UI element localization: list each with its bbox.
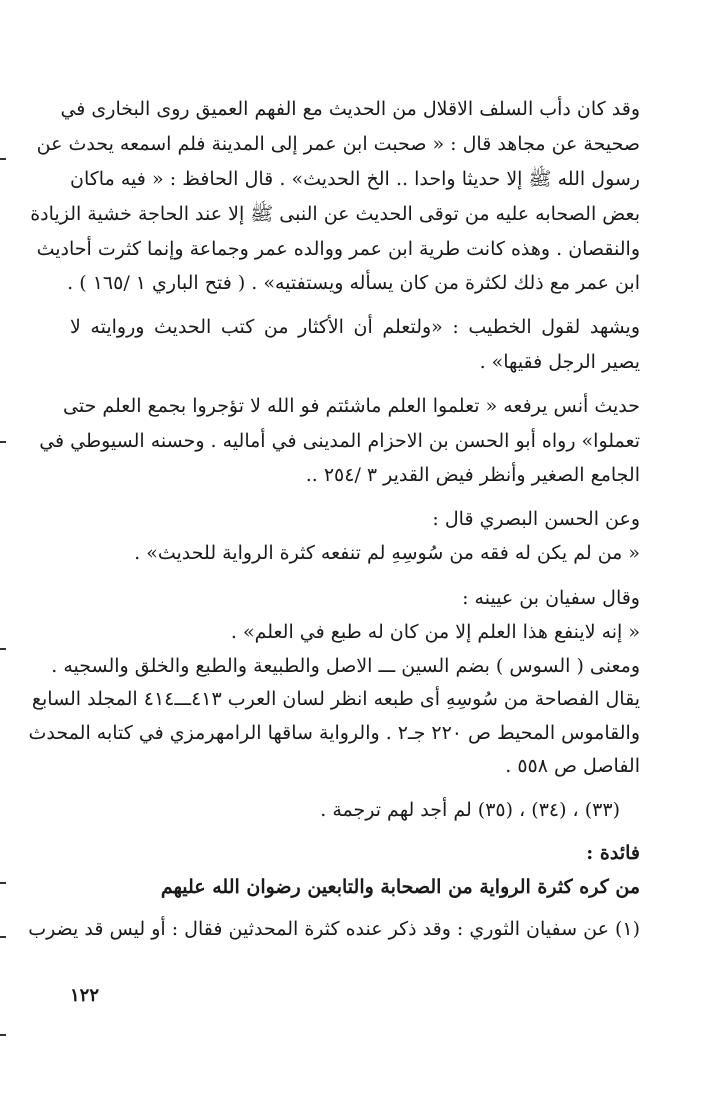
text-line: وعن الحسن البصري قال : bbox=[432, 508, 640, 530]
text-line: والقاموس المحيط ص ٢٢٠ جـ٢ . والرواية ساقها الرامهرمزي في كتابه المحدث bbox=[28, 722, 640, 744]
section-heading: فائدة : bbox=[586, 842, 640, 864]
text-line: ومعنى ( السوس ) بضم السين ـــ الاصل والطبيعة والطبع والخلق والسجيه . bbox=[51, 655, 640, 677]
scan-mark bbox=[0, 882, 6, 884]
text-line: تعملوا» رواه أبو الحسن بن الاحزام المدينى في أماليه . وحسنه السيوطي في bbox=[39, 430, 640, 452]
section-heading: من كره كثرة الرواية من الصحابة والتابعين رضوان الله عليهم bbox=[160, 876, 640, 898]
page-number: ١٢٢ bbox=[70, 985, 100, 1006]
scan-mark bbox=[0, 936, 6, 938]
text-line: والنقصان . وهذه كانت طرية ابن عمر ووالده عمر وجماعة وإنما كثرت أحاديث bbox=[36, 238, 640, 260]
scan-mark bbox=[0, 1034, 6, 1036]
text-line: حديث أنس يرفعه « تعلموا العلم ماشئتم فو الله لا تؤجروا بجمع العلم حتى bbox=[63, 395, 640, 417]
text-line: بعض الصحابه عليه من توقى الحديث عن النبى ﷺ إلا عند الحاجة خشية الزيادة bbox=[30, 203, 640, 225]
text-line: الفاصل ص ٥٥٨ . bbox=[505, 755, 640, 777]
scan-mark bbox=[0, 441, 6, 443]
text-line: « من لم يكن له فقه من سُوسِهِ لم تنفعه كثرة الرواية للحديث» . bbox=[134, 542, 640, 564]
text-line: (٣٣) ، (٣٤) ، (٣٥) لم أجد لهم ترجمة . bbox=[320, 799, 620, 821]
text-line: ابن عمر مع ذلك لكثرة من كان يسأله ويستفتيه» . ( فتح الباري ١ /١٦٥ ) . bbox=[67, 272, 640, 294]
text-line: ويشهد لقول الخطيب : «ولتعلم أن الأكثار من كتب الحديث وروايته لا bbox=[70, 316, 640, 338]
text-line: وقد كان دأب السلف الاقلال من الحديث مع الفهم العميق روى البخارى في bbox=[60, 98, 640, 120]
scan-mark bbox=[0, 648, 6, 650]
scan-mark bbox=[0, 158, 6, 160]
text-line: صحيحة عن مجاهد قال : « صحبت ابن عمر إلى المدينة فلم اسمعه يحدث عن bbox=[36, 133, 640, 155]
text-line: (١) عن سفيان الثوري : وقد ذكر عنده كثرة المحدثين فقال : أو ليس قد يضرب bbox=[28, 918, 640, 940]
text-line: الجامع الصغير وأنظر فيض القدير ٣ /٢٥٤ .. bbox=[305, 464, 640, 486]
text-line: « إنه لاينفع هذا العلم إلا من كان له طبع في العلم» . bbox=[230, 621, 640, 643]
text-line: رسول الله ﷺ إلا حديثا واحدا .. الخ الحديث» . قال الحافظ : « فيه ماكان bbox=[70, 168, 640, 190]
text-line: وقال سفيان بن عيينه : bbox=[462, 587, 640, 609]
text-line: يقال الفصاحة من سُوسِهِ أى طبعه انظر لسان العرب ٤١٣ـــ٤١٤ المجلد السابع bbox=[31, 688, 640, 710]
text-line: يصير الرجل فقيها» . bbox=[479, 351, 640, 373]
